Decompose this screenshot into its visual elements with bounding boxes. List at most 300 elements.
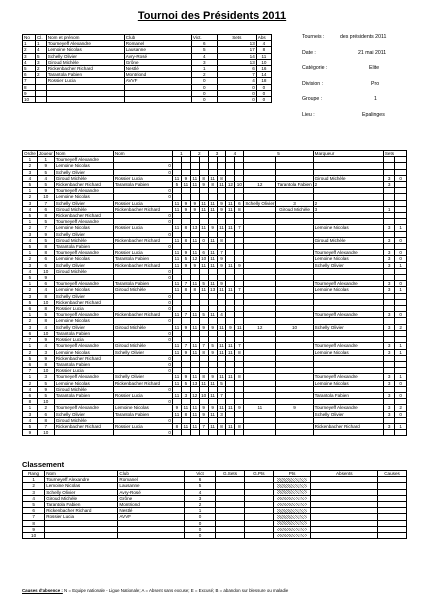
matches-cell: 0: [113, 275, 172, 281]
matches-cell: Tarantola Fabien: [54, 392, 113, 398]
matches-cell: 12: [192, 256, 198, 262]
matches-cell: [226, 430, 235, 436]
classement-cell: Nestlé: [118, 508, 185, 514]
matches-cell: 9: [276, 405, 313, 411]
matches-cell: 2: [313, 200, 383, 206]
matches-cell: 0: [113, 188, 172, 194]
matches-cell: 11: [217, 182, 226, 188]
matches-cell: 2: [23, 256, 38, 262]
matches-cell: 11: [172, 256, 181, 262]
matches-cell: Lemoine Nicolas: [54, 349, 113, 355]
classement-cell: 1: [185, 508, 216, 514]
matches-cell: 5: [37, 237, 54, 243]
matches-cell: 0: [113, 386, 172, 392]
matches-cell: 11: [190, 411, 199, 417]
matches-cell: Rossier Lucia: [113, 423, 172, 429]
matches-cell: 7: [235, 343, 244, 349]
matches-row: [23, 423, 407, 429]
matches-cell: Schelly Olivier: [313, 262, 383, 268]
players-cell: 1: [23, 41, 36, 47]
matches-cell: 11: [199, 225, 208, 231]
players-cell: 1: [191, 66, 217, 72]
classement-header-cell: Club: [118, 471, 185, 477]
players-cell: Lausanne: [124, 47, 191, 53]
matches-cell: 1: [23, 188, 38, 194]
matches-cell: 10: [37, 368, 54, 374]
matches-cell: 11: [226, 405, 235, 411]
matches-cell: 9: [217, 200, 226, 206]
matches-cell: Tourneyeff Alexandre: [54, 343, 113, 349]
matches-cell: [181, 430, 190, 436]
matches-cell: 11: [226, 423, 235, 429]
matches-cell: 5: [199, 312, 208, 318]
matches-cell: 11: [181, 423, 190, 429]
classement-cell: [273, 533, 311, 539]
players-cell: 0: [256, 90, 271, 96]
classement-cell: 5: [185, 483, 216, 489]
matches-cell: 9: [181, 250, 190, 256]
matches-cell: 8: [172, 423, 181, 429]
matches-cell: Lemoine Nicolas: [54, 163, 113, 169]
matches-cell: 8: [37, 318, 54, 324]
matches-cell: 11: [208, 200, 217, 206]
matches-cell: 1: [395, 423, 407, 429]
matches-cell: 3: [217, 411, 226, 417]
matches-cell: 9: [181, 200, 190, 206]
matches-cell: 11: [172, 374, 181, 380]
classement-cell: 2: [23, 483, 45, 489]
players-cell: 0: [217, 90, 256, 96]
players-header-cell: Club: [124, 35, 191, 41]
matches-cell: 8: [37, 293, 54, 299]
matches-cell: [276, 430, 313, 436]
classement-header-cell: G.Sets: [216, 471, 245, 477]
players-cell: 4: [23, 59, 36, 65]
matches-cell: 4: [37, 324, 54, 330]
matches-cell: 4: [23, 237, 38, 243]
matches-cell: Tourneyeff Alexandre: [313, 405, 383, 411]
matches-cell: 3: [383, 237, 395, 243]
matches-cell: 11: [190, 281, 199, 287]
players-cell: 0: [256, 84, 271, 90]
matches-cell: Schelly Olivier: [54, 293, 113, 299]
classement-cell: Rickenbacher Richard: [45, 508, 118, 514]
matches-cell: Lemoine Nicolas: [313, 380, 383, 386]
matches-cell: 3: [37, 374, 54, 380]
players-cell: 4: [256, 41, 271, 47]
matches-cell: 2: [23, 163, 38, 169]
matches-cell: 11: [190, 405, 199, 411]
matches-cell: 1: [395, 287, 407, 293]
matches-cell: 0: [395, 312, 407, 318]
matches-cell: 8: [199, 374, 208, 380]
classement-cell: Lausanne: [118, 483, 185, 489]
matches-cell: 2: [395, 405, 407, 411]
matches-cell: Tourneyeff Alexandre: [54, 405, 113, 411]
matches-cell: 8: [37, 250, 54, 256]
matches-cell: 12: [244, 182, 276, 188]
matches-cell: Rossier Lucia: [54, 337, 113, 343]
players-cell: 0: [217, 84, 256, 90]
matches-cell: 9: [190, 200, 199, 206]
matches-cell: 11: [217, 374, 226, 380]
matches-cell: 4: [37, 175, 54, 181]
matches-cell: 11: [226, 200, 235, 206]
matches-cell: 9: [208, 349, 217, 355]
classement-header-cell: Nom: [45, 471, 118, 477]
hatched-points-box: [277, 490, 308, 494]
players-cell: 10: [256, 59, 271, 65]
players-cell: 7: [217, 72, 256, 78]
matches-cell: Giroud Michèle: [54, 417, 113, 423]
matches-cell: 8: [37, 244, 54, 250]
matches-cell: 8: [23, 399, 38, 405]
players-cell: 2: [23, 47, 36, 53]
matches-cell: 13: [210, 287, 216, 293]
players-row: [23, 97, 272, 103]
matches-cell: 3: [23, 411, 38, 417]
players-cell: 2: [191, 72, 217, 78]
matches-cell: 5: [37, 219, 54, 225]
matches-cell: 3: [383, 175, 395, 181]
players-cell: 3: [35, 59, 46, 65]
matches-cell: 9: [181, 374, 190, 380]
matches-cell: Lemoine Nicolas: [113, 405, 172, 411]
matches-cell: 11: [199, 200, 208, 206]
matches-cell: Schelly Olivier: [54, 200, 113, 206]
matches-cell: 8: [181, 237, 190, 243]
matches-cell: 0: [113, 169, 172, 175]
matches-cell: 9: [190, 262, 199, 268]
matches-cell: Tourneyeff Alexandre: [313, 374, 383, 380]
matches-cell: 11: [172, 237, 181, 243]
matches-cell: 1: [23, 405, 38, 411]
matches-cell: 3: [383, 281, 395, 287]
matches-cell: 11: [208, 380, 217, 386]
matches-cell: 11: [217, 343, 226, 349]
footnote: [22, 588, 288, 593]
players-cell: 0: [191, 90, 217, 96]
matches-cell: 1: [23, 312, 38, 318]
matches-cell: 7: [181, 281, 190, 287]
matches-cell: 9: [208, 225, 217, 231]
matches-cell: 5: [37, 169, 54, 175]
matches-cell: 3: [383, 405, 395, 411]
matches-cell: 11: [172, 324, 181, 330]
matches-cell: 4: [23, 417, 38, 423]
matches-cell: Tourneyeff Alexandre: [313, 343, 383, 349]
matches-cell: Schelly Olivier: [54, 324, 113, 330]
classement-cell: [311, 533, 378, 539]
matches-cell: 5: [208, 343, 217, 349]
matches-cell: 11: [172, 206, 181, 212]
matches-cell: 10: [37, 330, 54, 336]
classement-cell: 7: [23, 514, 45, 520]
matches-cell: 9: [235, 262, 244, 268]
matches-cell: 11: [235, 324, 244, 330]
matches-cell: 5: [181, 380, 190, 386]
matches-cell: [199, 430, 208, 436]
matches-header-cell: 2: [190, 151, 208, 157]
matches-cell: 0: [113, 268, 172, 274]
players-cell: [46, 97, 124, 103]
matches-cell: [395, 430, 407, 436]
players-cell: 14: [217, 53, 256, 59]
matches-cell: 11: [226, 287, 235, 293]
matches-cell: Tourneyeff Alexandre: [313, 312, 383, 318]
matches-cell: 10: [37, 299, 54, 305]
matches-cell: Tourneyeff Alexandre: [313, 250, 383, 256]
matches-cell: 13: [192, 225, 198, 231]
tournoi-label: Tourneis :: [302, 34, 325, 40]
matches-cell: 11: [226, 349, 235, 355]
classement-cell: 8: [23, 520, 45, 526]
classement-cell: Montriond: [118, 502, 185, 508]
players-cell: Lemoine Nicolas: [46, 47, 124, 53]
matches-cell: 12: [227, 182, 233, 188]
matches-cell: [244, 430, 276, 436]
matches-cell: 8: [235, 423, 244, 429]
matches-cell: 6: [37, 262, 54, 268]
matches-cell: 9: [37, 231, 54, 237]
matches-cell: Schelly Olivier: [54, 262, 113, 268]
matches-cell: 6: [23, 392, 38, 398]
matches-cell: Lemoine Nicolas: [313, 225, 383, 231]
matches-cell: Tourneyeff Alexandre: [54, 219, 113, 225]
matches-cell: 1: [395, 262, 407, 268]
matches-cell: 3: [383, 374, 395, 380]
classement-cell: 6: [23, 508, 45, 514]
classement-header-cell: Causes: [378, 471, 407, 477]
matches-header-cell: Nom: [54, 151, 113, 157]
matches-cell: 1: [395, 343, 407, 349]
matches-cell: Rossier Lucia: [113, 175, 172, 181]
matches-cell: Lemoine Nicolas: [54, 287, 113, 293]
matches-cell: Tarantola Fabien: [113, 281, 172, 287]
matches-cell: 7: [37, 200, 54, 206]
matches-cell: Tourneyeff Alexandre: [54, 374, 113, 380]
matches-cell: 11: [208, 423, 217, 429]
matches-cell: 10: [276, 324, 313, 330]
matches-cell: 10: [201, 392, 207, 398]
matches-cell: 3: [23, 262, 38, 268]
players-cell: Grône: [124, 59, 191, 65]
players-header-cell: Vict.: [191, 35, 217, 41]
matches-cell: 3: [23, 200, 38, 206]
players-cell: Tarantola Fabien: [46, 72, 124, 78]
players-cell: 17: [217, 47, 256, 53]
matches-cell: Tarantola Fabien: [113, 256, 172, 262]
matches-cell: 11: [217, 324, 226, 330]
matches-cell: 7: [181, 343, 190, 349]
footnote-label: Causes d'absence :: [22, 588, 63, 593]
matches-cell: 11: [199, 287, 208, 293]
matches-cell: 8: [235, 206, 244, 212]
groupe-value: 1: [374, 96, 377, 102]
matches-cell: 8: [190, 287, 199, 293]
matches-cell: Rickenbacher Richard: [54, 355, 113, 361]
matches-cell: Rickenbacher Richard: [113, 312, 172, 318]
matches-header-cell: Joueur: [38, 151, 53, 156]
matches-cell: 7: [235, 287, 244, 293]
categorie-label: Catégorie :: [302, 65, 328, 71]
matches-cell: Schelly Olivier: [54, 169, 113, 175]
matches-cell: 1: [395, 349, 407, 355]
players-cell: 0: [191, 78, 217, 84]
matches-cell: Tarantola Fabien: [113, 182, 172, 188]
matches-cell: 11: [217, 349, 226, 355]
players-table: [22, 34, 272, 103]
players-cell: 6: [191, 41, 217, 47]
matches-cell: 11: [190, 182, 199, 188]
matches-cell: 0: [199, 237, 208, 243]
matches-cell: 5: [37, 380, 54, 386]
matches-cell: 11: [190, 237, 199, 243]
matches-cell: Giroud Michèle: [313, 237, 383, 243]
classement-cell: 0: [185, 520, 216, 526]
division-label: Division :: [302, 80, 324, 87]
matches-cell: Tourneyeff Alexandre: [54, 157, 113, 163]
classement-cell: [216, 533, 245, 539]
matches-cell: 11: [208, 281, 217, 287]
matches-cell: 9: [181, 206, 190, 212]
players-cell: Romanel: [124, 41, 191, 47]
matches-cell: 1: [23, 157, 38, 163]
players-cell: Montriond: [124, 72, 191, 78]
matches-cell: 3: [383, 411, 395, 417]
matches-cell: 5: [23, 423, 38, 429]
matches-cell: Giroud Michèle: [54, 268, 113, 274]
matches-row: [23, 250, 407, 256]
players-cell: 7: [23, 78, 36, 84]
matches-cell: 0: [113, 318, 172, 324]
matches-cell: Giroud Michèle: [113, 324, 172, 330]
matches-cell: 7: [217, 392, 226, 398]
matches-cell: Lemoine Nicolas: [54, 256, 113, 262]
matches-cell: Rossier Lucia: [54, 306, 113, 312]
players-cell: 10: [23, 97, 36, 103]
players-cell: 3: [23, 53, 36, 59]
matches-header-cell: 4: [226, 151, 244, 157]
matches-cell: 2: [23, 349, 38, 355]
matches-cell: 6: [37, 411, 54, 417]
matches-cell: 11: [208, 250, 217, 256]
matches-cell: 3: [37, 349, 54, 355]
players-cell: 1: [35, 41, 46, 47]
matches-cell: 3: [313, 206, 383, 212]
players-cell: Avry-Rosé: [124, 53, 191, 59]
matches-cell: 9: [199, 324, 208, 330]
players-cell: 6: [217, 66, 256, 72]
matches-cell: 4: [23, 206, 38, 212]
matches-cell: 8: [37, 361, 54, 367]
matches-cell: Tourneyeff Alexandre: [54, 312, 113, 318]
matches-cell: Tarantola Fabien: [313, 392, 383, 398]
matches-cell: 1: [395, 374, 407, 380]
matches-cell: Rossier Lucia: [113, 250, 172, 256]
players-cell: 0: [191, 97, 217, 103]
matches-cell: [313, 430, 383, 436]
classement-cell: Rossier Lucia: [45, 514, 118, 520]
players-cell: 16: [256, 66, 271, 72]
classement-cell: 1: [23, 477, 45, 483]
matches-cell: Tarantola Fabien: [113, 411, 172, 417]
matches-cell: Rickenbacher Richard: [113, 262, 172, 268]
matches-cell: Rickenbacher Richard: [54, 182, 113, 188]
matches-cell: 3: [383, 312, 395, 318]
classement-cell: 4: [23, 495, 45, 501]
matches-cell: Rickenbacher Richard: [313, 423, 383, 429]
matches-cell: 3: [23, 169, 38, 175]
classement-cell: Lemoine Nicolas: [45, 483, 118, 489]
matches-cell: Tarantola Fabien: [54, 361, 113, 367]
matches-cell: 11: [172, 380, 181, 386]
matches-cell: 8: [181, 287, 190, 293]
matches-cell: 11: [181, 182, 190, 188]
matches-cell: 9: [217, 256, 226, 262]
hatched-points-box: [277, 503, 308, 507]
players-cell: 4: [217, 78, 256, 84]
matches-cell: 9: [37, 386, 54, 392]
matches-cell: Rossier Lucia: [113, 392, 172, 398]
date-value: 21 mai 2011: [358, 49, 387, 56]
matches-cell: 5: [23, 213, 38, 219]
matches-cell: 11: [208, 206, 217, 212]
matches-cell: 0: [113, 417, 172, 423]
matches-cell: 7: [217, 250, 226, 256]
matches-cell: 0: [113, 399, 172, 405]
matches-cell: 6: [37, 281, 54, 287]
matches-cell: 11: [208, 392, 217, 398]
matches-cell: 3: [383, 250, 395, 256]
classement-cell: AVVF: [118, 514, 185, 520]
matches-cell: 9: [23, 430, 38, 436]
players-cell: 8: [256, 47, 271, 53]
matches-cell: 3: [383, 262, 395, 268]
matches-cell: 11: [172, 225, 181, 231]
matches-cell: 11: [172, 343, 181, 349]
players-cell: [124, 97, 191, 103]
matches-cell: 5: [37, 182, 54, 188]
matches-row: [23, 281, 407, 287]
matches-cell: 3: [383, 423, 395, 429]
players-cell: 11: [256, 53, 271, 59]
matches-cell: 9: [37, 337, 54, 343]
matches-cell: 11: [199, 206, 208, 212]
classement-cell: Grône: [118, 495, 185, 501]
players-header-cell: Abs: [256, 35, 271, 41]
classement-cell: 4: [185, 489, 216, 495]
hatched-points-box: [277, 484, 308, 488]
hatched-points-box: [277, 509, 308, 513]
matches-cell: 9: [208, 324, 217, 330]
matches-cell: 11: [172, 281, 181, 287]
matches-cell: 11: [208, 411, 217, 417]
matches-cell: 11: [226, 262, 235, 268]
classement-title: Classement: [22, 460, 65, 469]
classement-cell: 2: [185, 502, 216, 508]
matches-cell: 4: [23, 175, 38, 181]
page-title: Tournoi des Présidents 2011: [137, 10, 287, 22]
matches-cell: Lemoine Nicolas: [54, 225, 113, 231]
matches-row: [23, 312, 407, 318]
matches-cell: 0: [113, 194, 172, 200]
matches-cell: 2: [23, 318, 38, 324]
classement-cell: 10: [23, 533, 45, 539]
matches-cell: 1: [23, 250, 38, 256]
players-header-cell: Nom et prénom: [46, 35, 124, 41]
classement-cell: 6: [185, 477, 216, 483]
